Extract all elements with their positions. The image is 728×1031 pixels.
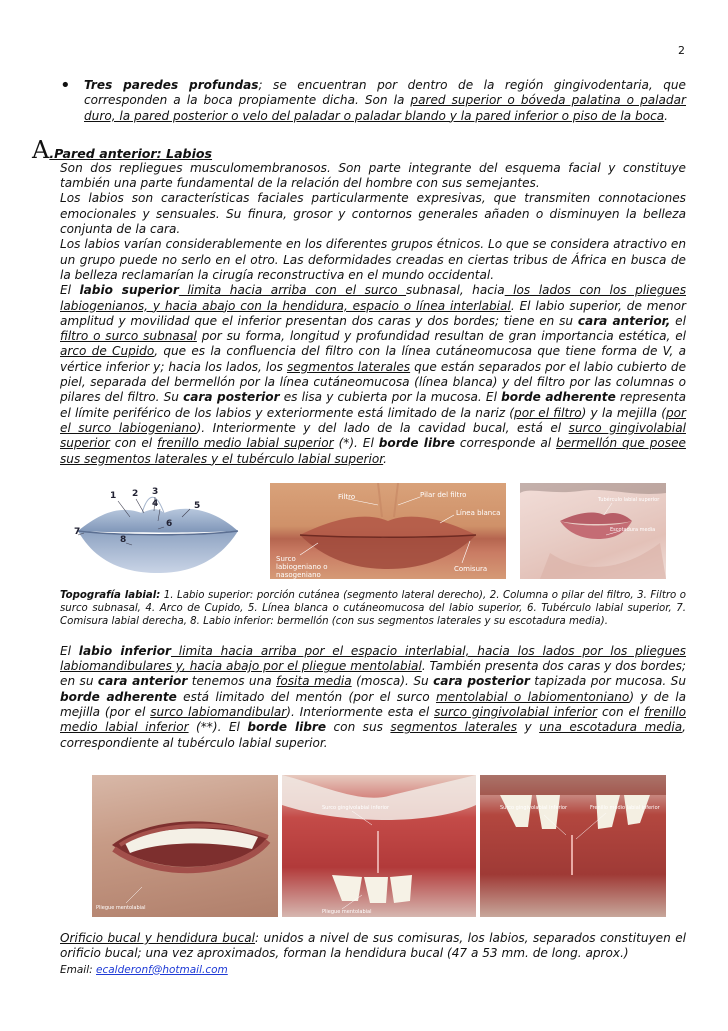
- figure-caption: Topografía labial: 1. Labio superior: porción cutánea (segmento lateral derecho), 2. Columna o pilar del filtro, 3. Filtro o surco subnasal, 4. Arco de Cupido, 5. Línea blanca o cutáneomucosa del labio superior, 6. Tubérculo labial superior, 7. Comisura labial derecha, 8. Labio inferior: bermellón (con sus segmentos laterales y su escotadura media).: [60, 589, 686, 627]
- section-heading: [32, 135, 686, 164]
- email-line: Email: ecalderonf@hotmail.com: [60, 963, 228, 976]
- lower-photo-row: [92, 775, 686, 917]
- upper-photo-row: [60, 483, 686, 579]
- face-profile-image: Tubérculo labial superior Escotadura media: [520, 483, 666, 579]
- oral-orifice-paragraph: Orificio bucal y hendidura bucal: unidos a nivel de sus comisuras, los labios, separados constituyen el orificio bucal; una vez aproximados, forman la hendidura bucal (47 a 53 mm. de long. aprox.): [60, 930, 686, 961]
- section-letter: A: [32, 135, 50, 164]
- intro-block: [60, 161, 686, 467]
- lower-lip-paragraph: El labio inferior limita hacia arriba por el espacio interlabial, hacia los lados por los pliegues labiomandibulares y, hacia abajo por el pliegue mentolabial. También presenta dos caras y dos bordes; en su cara anterior tenemos una fosita media (mosca). Su cara posterior tapizada por mucosa. Su borde adherente está limitado del mentón (por el surco mentolabial o labiomentoniano) y de la mejilla (por el surco labiomandibular). Interiormente esta el surco gingivolabial inferior con el frenillo medio labial inferior (**). El borde libre con sus segmentos laterales y una escotadura media, correspondiente al tubérculo labial superior.: [60, 643, 687, 750]
- bullet-dot-icon: •: [60, 75, 71, 96]
- frenulum-image: Surco gingivolabial inferior Frenillo medio labial inferior: [480, 775, 666, 917]
- page-number: 2: [678, 44, 685, 57]
- smile-image: Pliegue mentolabial: [92, 775, 278, 917]
- bullet-paragraph: • Tres paredes profundas; se encuentran por dentro de la región gingivodentaria, que corresponden a la boca propiamente dicha. Son la pared superior o bóveda palatina o paladar duro, la pared posterior o velo del paladar o paladar blando y la pared inferior o piso de la boca.: [60, 75, 686, 123]
- intro-paragraph: Son dos repliegues musculomembranosos. Son parte integrante del esquema facial y constituye también una parte fundamental de la relación del hombre con sus semejantes.: [60, 160, 686, 191]
- intro-paragraph: Los labios varían considerablemente en los diferentes grupos étnicos. Lo que se considera atractivo en un grupo puede no serlo en el otro. Las deformidades creadas en ciertas tribus de África en busca de la belleza reclamarían la cirugía reconstructiva en el mundo occidental.: [60, 237, 686, 282]
- lower-lip-retracted-image: Surco gingivolabial inferior Pliegue mentolabial: [282, 775, 476, 917]
- lip-diagram-image: 1 2 3 4 5 6 7 8: [60, 483, 256, 579]
- lip-closeup-image: Filtro Pilar del filtro Línea blanca Surco labiogeniano o nasogeniano Comisura: [270, 483, 506, 579]
- email-link[interactable]: ecalderonf@hotmail.com: [96, 963, 228, 976]
- upper-lip-paragraph: El labio superior limita hacia arriba con el surco subnasal, hacia los lados con los pliegues labiogenianos, y hacia abajo con la hendidura, espacio o línea interlabial. El labio superior, de menor amplitud y movilidad que el inferior presentan dos caras y dos bordes; tiene en su cara anterior, el filtro o surco subnasal por su forma, longitud y profundidad resultan de gran importancia estética, el arco de Cupido, que es la confluencia del filtro con la línea cutáneomucosa que tiene forma de V, a vértice inferior y; hacia los lados, los segmentos laterales que están separados por el labio cubierto de piel, separada del bermellón por la línea cutáneomucosa (línea blanca) y del filtro por las columnas o pilares del filtro. Su cara posterior es lisa y cubierta por la mucosa. El borde adherente representa el límite periférico de los labios y exteriormente está limitado de la nariz (por el filtro) y la mejilla (por el surco labiogeniano). Interiormente y del lado de la cavidad bucal, está el surco gingivolabial superior con el frenillo medio labial superior (*). El borde libre corresponde al bermellón que posee sus segmentos laterales y el tubérculo labial superior.: [60, 283, 687, 466]
- intro-paragraph: Los labios son características faciales particularmente expresivas, que transmiten connotaciones emocionales y sensuales. Su finura, grosor y contornos generales añaden o disminuyen la belleza conjunta de la cara.: [60, 191, 686, 237]
- document-body: [32, 75, 687, 976]
- section-title: .Pared anterior: Labios: [49, 145, 213, 161]
